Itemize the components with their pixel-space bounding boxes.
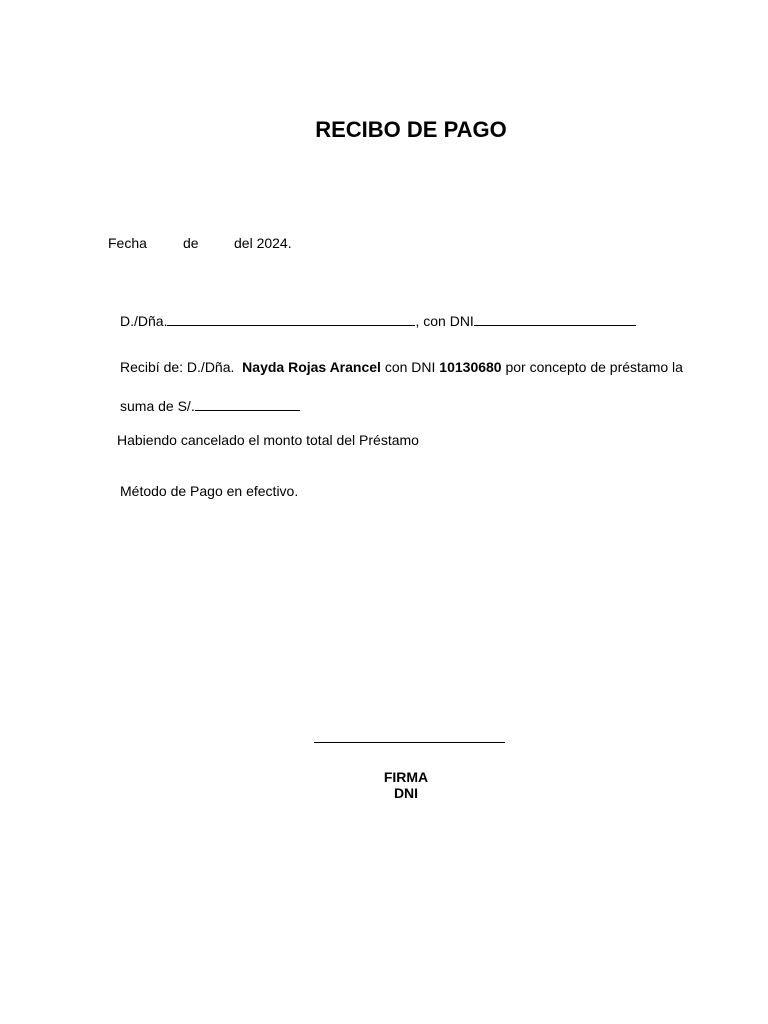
signature-line bbox=[314, 742, 505, 743]
amount-line bbox=[120, 398, 300, 413]
amount-prefix: suma de S/. bbox=[120, 398, 195, 414]
method-line: Método de Pago en efectivo. bbox=[120, 483, 299, 499]
dni-label: con DNI bbox=[384, 359, 436, 375]
payer-dni: 10130680 bbox=[439, 359, 502, 375]
person-dni-label: , con DNI bbox=[415, 313, 474, 329]
received-suffix: por concepto de préstamo la bbox=[505, 359, 683, 375]
cancel-line: Habiendo cancelado el monto total del Préstamo bbox=[117, 432, 419, 448]
receipt-title: RECIBO DE PAGO bbox=[315, 117, 507, 142]
payer-name: Nayda Rojas Arancel bbox=[242, 359, 381, 375]
signature-firma: FIRMA bbox=[383, 769, 429, 785]
signature-dni: DNI bbox=[393, 785, 419, 801]
date-label-fecha: Fecha bbox=[108, 235, 147, 251]
person-prefix: D./Dña. bbox=[120, 313, 168, 329]
date-label-de: de bbox=[183, 235, 199, 251]
date-label-year: del 2024. bbox=[234, 235, 292, 251]
person-line bbox=[120, 313, 636, 328]
received-prefix: Recibí de: D./Dña. bbox=[120, 359, 235, 375]
dni-blank bbox=[474, 313, 636, 326]
amount-blank bbox=[195, 398, 300, 411]
received-line bbox=[120, 360, 683, 374]
name-blank bbox=[167, 313, 415, 326]
